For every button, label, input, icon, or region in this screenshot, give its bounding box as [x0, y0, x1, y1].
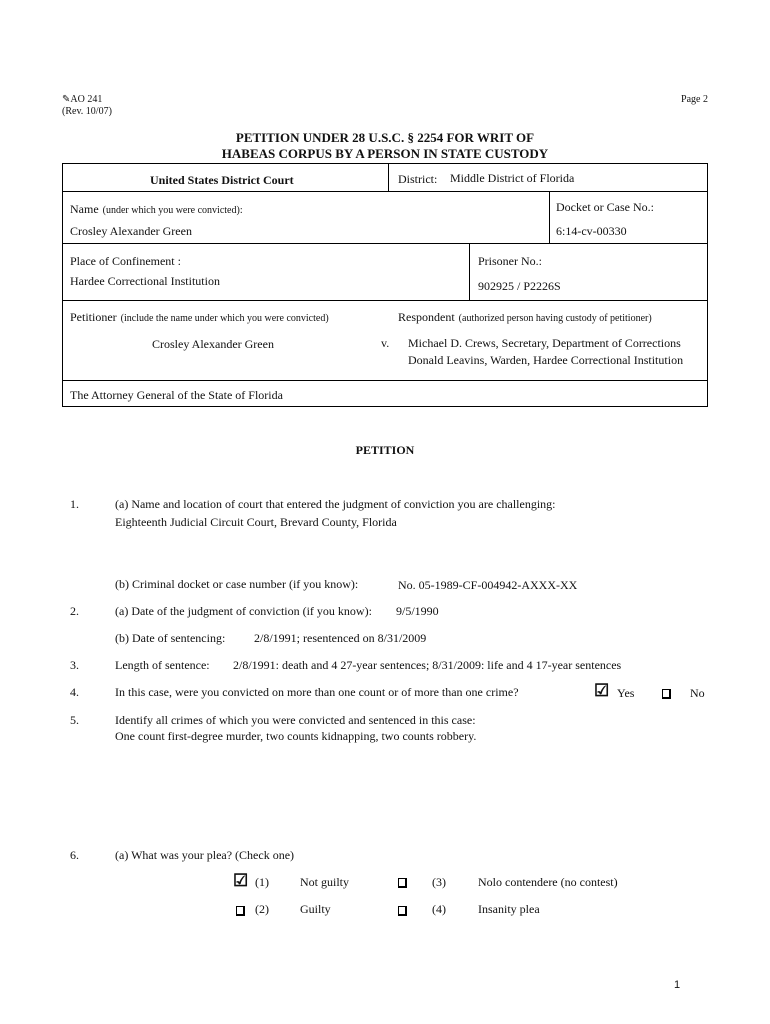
plea-option-label: Guilty	[300, 902, 331, 916]
q4-text: In this case, were you convicted on more than one count or of more than one crime?	[115, 685, 519, 699]
name-label: Name	[70, 202, 99, 216]
q4-yes-label: Yes	[617, 686, 635, 700]
form-id: ✎AO 241	[62, 94, 103, 105]
q2a-answer: 9/5/1990	[396, 604, 439, 618]
attorney-general: The Attorney General of the State of Florida	[70, 388, 283, 402]
checked-box-icon: ☑	[594, 681, 610, 700]
q4-number: 4.	[70, 685, 79, 699]
q2a-text: (a) Date of the judgment of conviction (if you know):	[115, 604, 372, 618]
prisoner-label: Prisoner No.:	[478, 254, 542, 268]
plea-guilty-checkbox[interactable]	[236, 903, 245, 921]
plea-option-number: (4)	[432, 902, 446, 916]
petitioner-note: (include the name under which you were convicted)	[120, 313, 329, 324]
plea-option-number: (1)	[255, 875, 269, 889]
empty-checkbox-icon	[236, 906, 245, 916]
empty-checkbox-icon	[398, 878, 407, 888]
respondent-note: (authorized person having custody of petitioner)	[458, 313, 652, 324]
q4-no-checkbox[interactable]	[662, 686, 671, 704]
q5-text: Identify all crimes of which you were convicted and sentenced in this case:	[115, 713, 476, 727]
divider	[469, 243, 470, 300]
respondent-label: Respondent	[398, 310, 455, 324]
divider	[549, 191, 550, 243]
checked-box-icon: ☑	[233, 871, 249, 890]
confinement-value: Hardee Correctional Institution	[70, 274, 220, 288]
q1-number: 1.	[70, 497, 79, 511]
court-label: United States District Court	[150, 173, 294, 187]
q6-number: 6.	[70, 848, 79, 862]
q6-text: (a) What was your plea? (Check one)	[115, 848, 295, 862]
q4-yes-checkbox[interactable]	[594, 682, 609, 701]
q1a-text: (a) Name and location of court that entered the judgment of conviction you are challenging:	[115, 497, 556, 511]
divider	[62, 191, 708, 192]
district-label: District:	[398, 172, 438, 186]
plea-not-guilty-checkbox[interactable]	[233, 872, 248, 891]
docket-label: Docket or Case No.:	[556, 200, 654, 214]
q1b-text: (b) Criminal docket or case number (if you know):	[115, 577, 359, 591]
name-field-label	[70, 200, 243, 218]
petitioner-value: Crosley Alexander Green	[152, 337, 274, 351]
q3-text: Length of sentence:	[115, 658, 210, 672]
plea-option-label: Not guilty	[300, 875, 350, 889]
petitioner-label: Petitioner	[70, 310, 117, 324]
empty-checkbox-icon	[662, 689, 671, 699]
title-line-1: PETITION UNDER 28 U.S.C. § 2254 FOR WRIT OF	[235, 130, 535, 145]
q2b-text: (b) Date of sentencing:	[115, 631, 226, 645]
q3-number: 3.	[70, 658, 79, 672]
plea-insanity-checkbox[interactable]	[398, 903, 407, 921]
q4-no-label: No	[690, 686, 705, 700]
divider	[62, 300, 708, 301]
q2b-answer: 2/8/1991; resentenced on 8/31/2009	[254, 631, 427, 645]
prisoner-value: 902925 / P2226S	[478, 279, 561, 293]
confinement-label: Place of Confinement :	[70, 254, 181, 268]
empty-checkbox-icon	[398, 906, 407, 916]
page-label: Page 2	[681, 94, 708, 105]
divider	[62, 380, 708, 381]
petitioner-field-label	[70, 308, 329, 326]
docket-value: 6:14-cv-00330	[556, 224, 627, 238]
plea-option-label: Nolo contendere (no contest)	[478, 875, 618, 889]
divider	[62, 243, 708, 244]
name-note: (under which you were convicted):	[102, 205, 243, 216]
respondent-value-1: Michael D. Crews, Secretary, Department of Corrections	[408, 336, 681, 350]
q1b-answer: No. 05-1989-CF-004942-AXXX-XX	[398, 578, 578, 592]
q2-number: 2.	[70, 604, 79, 618]
q5-number: 5.	[70, 713, 79, 727]
plea-option-number: (3)	[432, 875, 446, 889]
q5-answer: One count first-degree murder, two counts kidnapping, two counts robbery.	[115, 729, 477, 743]
plea-option-label: Insanity plea	[478, 902, 540, 916]
q3-answer: 2/8/1991: death and 4 27-year sentences; 8/31/2009: life and 4 17-year sentences	[233, 658, 622, 672]
petition-heading: PETITION	[355, 443, 415, 457]
plea-nolo-checkbox[interactable]	[398, 875, 407, 893]
respondent-value-2: Donald Leavins, Warden, Hardee Correctional Institution	[408, 353, 684, 367]
respondent-field-label	[398, 308, 652, 326]
q1a-answer: Eighteenth Judicial Circuit Court, Brevard County, Florida	[115, 515, 397, 529]
name-value: Crosley Alexander Green	[70, 224, 192, 238]
divider	[388, 163, 389, 191]
plea-option-number: (2)	[255, 902, 269, 916]
district-value: Middle District of Florida	[450, 171, 575, 185]
page-number: 1	[674, 979, 681, 991]
versus-label: v.	[381, 336, 390, 350]
title-line-2: HABEAS CORPUS BY A PERSON IN STATE CUSTODY	[221, 146, 549, 161]
form-revision: (Rev. 10/07)	[62, 106, 112, 117]
